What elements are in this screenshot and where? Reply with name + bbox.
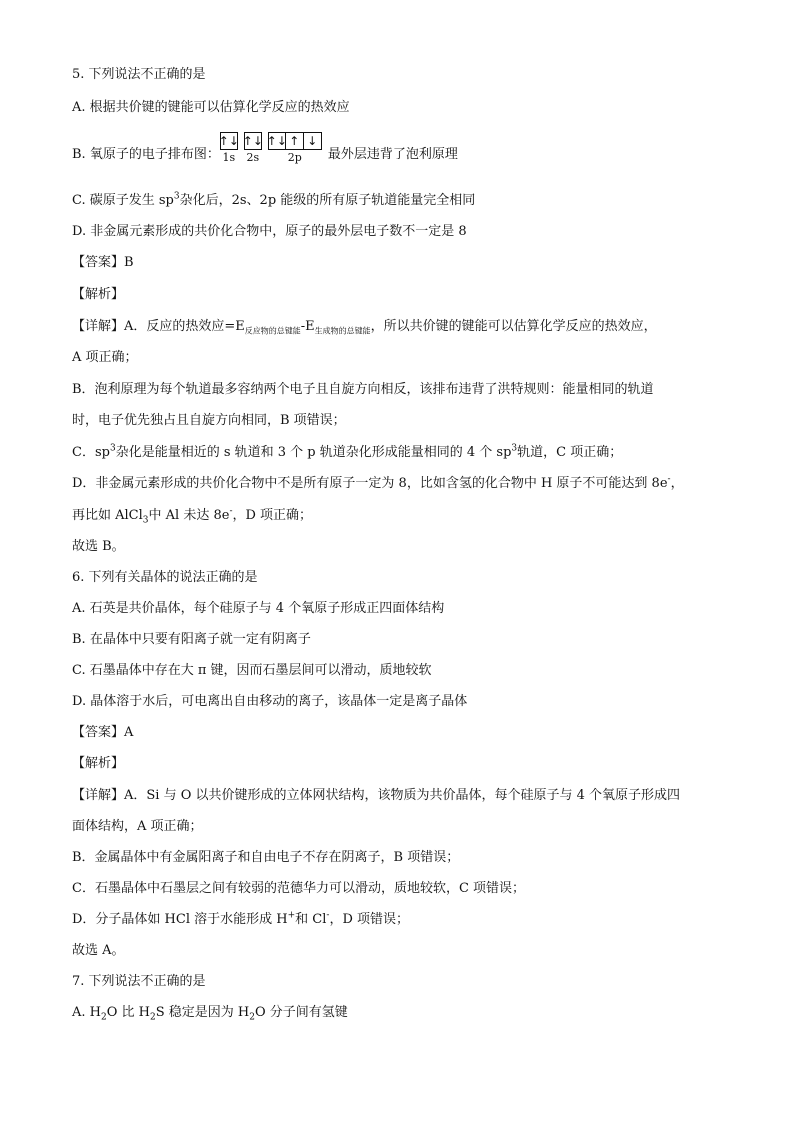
q5-detail-b: B．泡利原理为每个轨道最多容纳两个电子且自旋方向相反，该排布违背了洪特规则：能量相同的轨道 [72, 382, 654, 397]
q5-option-b [72, 132, 458, 164]
text: C．sp [72, 445, 110, 460]
q7-option-a [72, 1004, 348, 1022]
q5-option-b-suffix: 最外层违背了泡利原理 [327, 147, 458, 162]
superscript: - [229, 506, 233, 517]
orbital-1s [220, 132, 238, 164]
text: A. H [72, 1005, 101, 1020]
subscript: 反应物的总键能 [244, 326, 301, 336]
q5-option-c [72, 192, 475, 210]
superscript: 3 [109, 443, 116, 454]
q6-detail-c: C．石墨晶体中石墨层之间有较弱的范德华力可以滑动，质地较软，C 项错误； [72, 881, 526, 896]
orbital-label: 1s [222, 151, 236, 164]
orbital-box: ↑↓ [218, 134, 239, 148]
q5-conclusion: 故选 B。 [72, 539, 125, 554]
q5-analysis-heading: 【解析】 [72, 287, 125, 302]
text: ，D 项错误； [329, 912, 410, 927]
q6-option-c: C. 石墨晶体中存在大 π 键，因而石墨层间可以滑动，质地较软 [72, 663, 432, 678]
q6-detail-d [72, 911, 409, 929]
q5-detail-d [72, 475, 684, 493]
q5-answer: 【答案】B [72, 255, 134, 270]
orbital-2s [244, 132, 262, 164]
orbital-label: 2p [287, 151, 302, 164]
text: 再比如 AlCl [72, 508, 143, 523]
orbital-label: 2s [246, 151, 260, 164]
text: -E [300, 319, 315, 334]
q6-option-d: D. 晶体溶于水后，可电离出自由移动的离子，该晶体一定是离子晶体 [72, 694, 468, 709]
q5-detail-c [72, 444, 622, 462]
q6-option-a: A. 石英是共价晶体，每个硅原子与 4 个氧原子形成正四面体结构 [72, 601, 445, 616]
superscript: - [667, 474, 671, 485]
subscript: 2 [101, 1012, 107, 1023]
superscript: + [287, 910, 296, 921]
text: ，D 项正确； [232, 508, 313, 523]
q5-detail-a-cont: A 项正确； [72, 350, 138, 365]
orbital-box: ↑ [286, 132, 304, 150]
q5-detail-b-cont: 时，电子优先独占且自旋方向相同，B 项错误； [72, 413, 346, 428]
q5-option-a: A. 根据共价键的键能可以估算化学反应的热效应 [72, 100, 350, 115]
q6-conclusion: 故选 A。 [72, 943, 125, 958]
text: 杂化后，2s、2p 能级的所有原子轨道能量完全相同 [179, 193, 476, 208]
subscript: 2 [249, 1012, 255, 1023]
q6-detail-a: 【详解】A．Si 与 O 以共价键形成的立体网状结构，该物质为共价晶体，每个硅原子与 4 个氧原子形成四 [72, 788, 681, 803]
subscript: 3 [142, 515, 149, 526]
text: 中 Al 未达 8e [148, 508, 230, 523]
q5-detail-d-cont [72, 507, 312, 525]
text: D．分子晶体如 HCl 溶于水能形成 H [72, 912, 288, 927]
text: 杂化是能量相近的 s 轨道和 3 个 p 轨道杂化形成能量相同的 4 个 sp [115, 445, 512, 460]
text: 和 Cl [295, 912, 327, 927]
text: ，所以共价键的键能可以估算化学反应的热效应， [370, 319, 657, 334]
orbital-box: ↓ [304, 132, 322, 150]
superscript: 3 [511, 443, 518, 454]
orbital-2p [268, 132, 322, 164]
q6-option-b: B. 在晶体中只要有阳离子就一定有阴离子 [72, 632, 311, 647]
superscript: - [326, 910, 330, 921]
q6-analysis-heading: 【解析】 [72, 756, 125, 771]
text: S 稳定是因为 H [155, 1005, 250, 1020]
text: 轨道，C 项正确； [517, 445, 623, 460]
q5-stem: 5. 下列说法不正确的是 [72, 67, 206, 82]
q6-stem: 6. 下列有关晶体的说法正确的是 [72, 570, 258, 585]
orbital-box: ↑↓ [266, 134, 287, 148]
q6-detail-b: B．金属晶体中有金属阳离子和自由电子不存在阴离子，B 项错误； [72, 850, 460, 865]
superscript: 3 [173, 191, 180, 202]
text: C. 碳原子发生 sp [72, 193, 174, 208]
text: O 比 H [106, 1005, 150, 1020]
q6-answer: 【答案】A [72, 725, 134, 740]
q6-detail-a-cont: 面体结构，A 项正确； [72, 819, 203, 834]
text: ， [670, 476, 684, 491]
orbital-box: ↑↓ [242, 134, 263, 148]
text: D．非金属元素形成的共价化合物中不是所有原子一定为 8，比如含氢的化合物中 H 原子不可能达到 8e [72, 476, 668, 491]
text: 【详解】A．反应的热效应=E [72, 319, 245, 334]
q7-stem: 7. 下列说法不正确的是 [72, 974, 206, 989]
subscript: 2 [150, 1012, 156, 1023]
text: O 分子间有氢键 [254, 1005, 348, 1020]
q5-option-d: D. 非金属元素形成的共价化合物中，原子的最外层电子数不一定是 8 [72, 224, 467, 239]
q5-detail-a [72, 318, 657, 336]
subscript: 生成物的总键能 [314, 326, 371, 336]
q5-option-b-prefix: B. 氧原子的电子排布图： [72, 147, 220, 162]
